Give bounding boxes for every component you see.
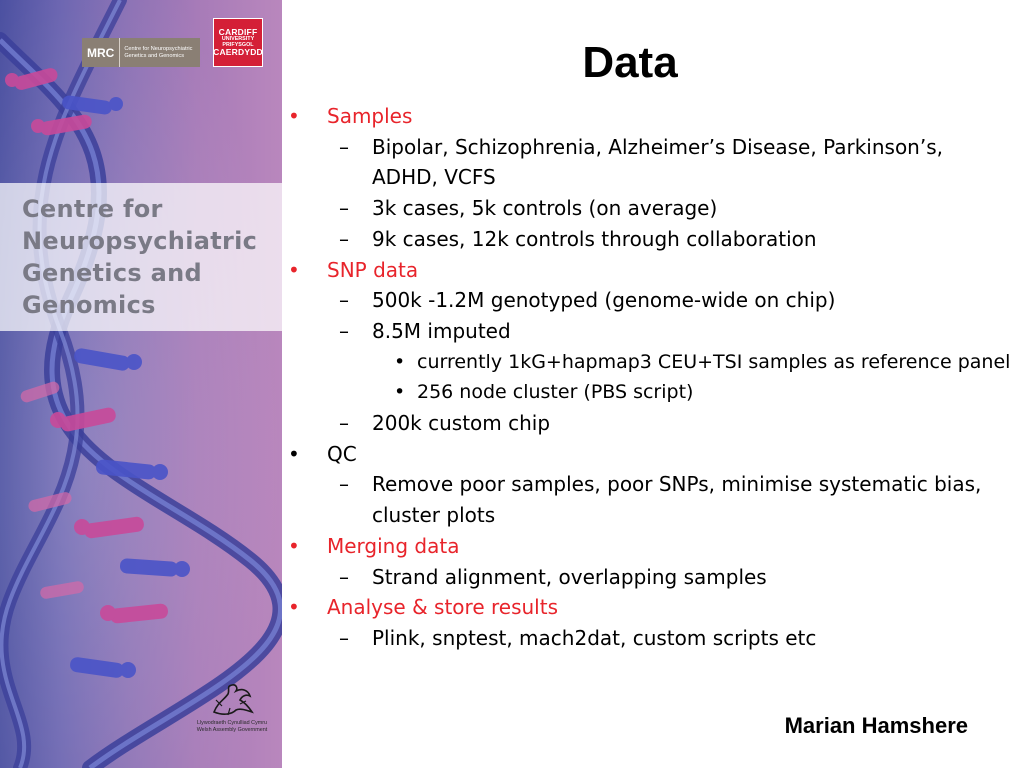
dash-marker: – [339, 472, 349, 497]
bullet-marker: • [394, 381, 406, 404]
bullet-item [284, 101, 1014, 132]
bullet-text: currently 1kG+hapmap3 CEU+TSI samples as reference panel [417, 350, 1011, 373]
bullet-list [284, 101, 1014, 654]
cardiff-university-logo [213, 18, 263, 67]
bullet-text: QC [327, 441, 357, 466]
dragon-icon [210, 682, 256, 718]
dash-marker: – [339, 625, 349, 650]
bullet-marker: • [288, 595, 300, 620]
cardiff-logo-line: UNIVERSITY [221, 35, 255, 42]
bullet-marker: • [288, 257, 300, 282]
bullet-marker: • [394, 350, 406, 373]
centre-title: Centre for Neuropsychiatric Genetics and Genomics [22, 195, 258, 319]
bullet-item [284, 255, 1014, 286]
sub-bullet-item [284, 469, 1014, 530]
dna-helix-illustration [0, 0, 282, 768]
cardiff-logo-line: CARDIFF [218, 26, 258, 37]
bullet-text: 9k cases, 12k controls through collaboration [372, 226, 817, 251]
dash-marker: – [339, 411, 349, 436]
sub-bullet-item [284, 623, 1014, 654]
bullet-item [284, 439, 1014, 470]
bullet-text: Strand alignment, overlapping samples [372, 564, 767, 589]
sub-bullet-item [284, 132, 1014, 193]
mrc-logo-text: Centre for Neuropsychiatric Genetics and Genomics [124, 45, 193, 59]
bullet-text: 256 node cluster (PBS script) [417, 381, 694, 404]
bullet-marker: • [288, 441, 300, 466]
sub-bullet-item [284, 562, 1014, 593]
dash-marker: – [339, 564, 349, 589]
assembly-caption: Llywodraeth Cynulliad Cymru Welsh Assembly Government [196, 720, 268, 733]
bullet-text: SNP data [327, 257, 419, 282]
bullet-text: Plink, snptest, mach2dat, custom scripts etc [372, 625, 817, 650]
bullet-item [284, 592, 1014, 623]
sidebar-panel [0, 0, 282, 768]
bullet-text: 8.5M imputed [372, 318, 511, 343]
bullet-text: Analyse & store results [327, 595, 558, 620]
bullet-text: 500k -1.2M genotyped (genome-wide on chip) [372, 288, 836, 313]
bullet-text: Samples [327, 104, 413, 128]
welsh-assembly-logo [196, 682, 268, 733]
slide-title: Data [582, 38, 678, 87]
dash-marker: – [339, 226, 349, 251]
cardiff-logo-line: CAERDYDD [213, 47, 263, 58]
sub-sub-bullet-item [284, 377, 1014, 408]
bullet-text: Bipolar, Schizophrenia, Alzheimer’s Disease, Parkinson’s, ADHD, VCFS [372, 134, 943, 190]
dash-marker: – [339, 318, 349, 343]
sub-bullet-item [284, 193, 1014, 224]
sub-bullet-item [284, 285, 1014, 316]
mrc-logo [82, 38, 200, 67]
dash-marker: – [339, 288, 349, 313]
sub-sub-bullet-item [284, 347, 1014, 378]
sub-bullet-item [284, 224, 1014, 255]
bullet-text: Merging data [327, 533, 460, 558]
mrc-logo-mark: MRC [82, 38, 120, 67]
dash-marker: – [339, 196, 349, 221]
bullet-text: 200k custom chip [372, 411, 551, 436]
author-name: Marian Hamshere [784, 713, 968, 738]
bullet-item [284, 531, 1014, 562]
sub-bullet-item [284, 316, 1014, 347]
cardiff-logo-line: PRIFYSGOL [222, 41, 254, 48]
bullet-text: 3k cases, 5k controls (on average) [372, 196, 718, 221]
sub-bullet-item [284, 408, 1014, 439]
dash-marker: – [339, 134, 349, 159]
bullet-marker: • [288, 104, 300, 128]
bullet-text: Remove poor samples, poor SNPs, minimise systematic bias, cluster plots [372, 472, 982, 528]
bullet-marker: • [288, 533, 300, 558]
